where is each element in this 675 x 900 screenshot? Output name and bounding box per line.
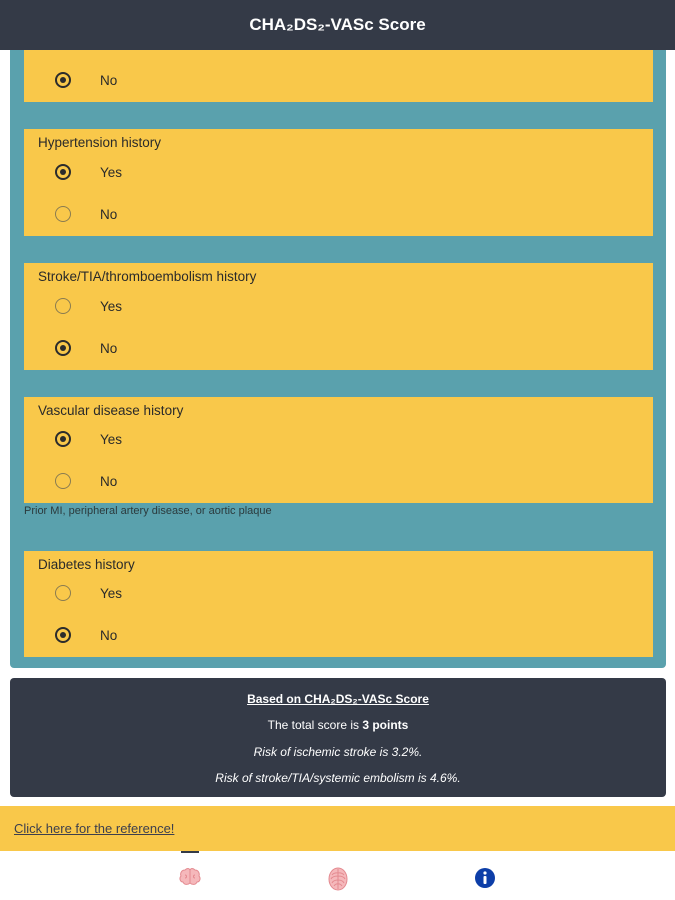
option-no[interactable] — [24, 463, 653, 499]
option-label: No — [100, 473, 118, 489]
reference-bar — [0, 806, 675, 851]
nav-item-brain[interactable] — [308, 851, 368, 900]
radio-button[interactable] — [55, 585, 71, 601]
embolism-risk-text: Risk of stroke/TIA/systemic embolism is 4.6%. — [215, 771, 461, 785]
option-label: No — [100, 340, 118, 356]
total-score-prefix: The total score is — [267, 718, 363, 732]
info-icon — [474, 867, 496, 889]
radio-button[interactable] — [55, 340, 71, 356]
option-yes[interactable] — [24, 288, 653, 324]
partial-question-card — [24, 50, 653, 102]
score-result-panel — [10, 678, 666, 797]
total-score-value: 3 points — [362, 718, 409, 732]
option-label: Yes — [100, 298, 123, 314]
hypertension-card — [24, 129, 653, 236]
nav-item-info[interactable] — [455, 851, 515, 900]
page-title: CHA₂DS₂-VASc Score — [249, 15, 426, 34]
radio-button[interactable] — [55, 298, 71, 314]
option-label: Yes — [100, 431, 123, 447]
option-no[interactable] — [24, 196, 653, 232]
option-label: Yes — [100, 585, 123, 601]
radio-button[interactable] — [55, 473, 71, 489]
question-label: Diabetes history — [38, 557, 135, 572]
option-no[interactable] — [24, 617, 653, 653]
result-heading: Based on CHA₂DS₂-VASc Score — [247, 692, 429, 706]
option-label: No — [100, 72, 118, 88]
question-label: Vascular disease history — [38, 403, 184, 418]
vascular-card — [24, 397, 653, 503]
nav-item-score[interactable] — [160, 851, 220, 900]
option-label: Yes — [100, 164, 123, 180]
stroke-risk-text: Risk of ischemic stroke is 3.2%. — [253, 745, 423, 759]
option-label: No — [100, 627, 118, 643]
total-score-line — [10, 718, 666, 732]
radio-button[interactable] — [55, 72, 71, 88]
option-yes[interactable] — [24, 154, 653, 190]
question-label: Stroke/TIA/thromboembolism history — [38, 269, 257, 284]
option-yes[interactable] — [24, 575, 653, 611]
brain-fingerprint-icon — [327, 867, 349, 891]
question-label: Hypertension history — [38, 135, 162, 150]
radio-button[interactable] — [55, 627, 71, 643]
option-no[interactable] — [24, 330, 653, 366]
bottom-navigation — [0, 851, 675, 900]
option-no[interactable] — [24, 62, 653, 98]
vascular-note: Prior MI, peripheral artery disease, or aortic plaque — [24, 505, 272, 517]
stroke-card — [24, 263, 653, 370]
brain-icon — [179, 867, 201, 887]
radio-button[interactable] — [55, 431, 71, 447]
option-label: No — [100, 206, 118, 222]
active-tab-indicator — [181, 851, 199, 853]
radio-button[interactable] — [55, 164, 71, 180]
app-header — [0, 0, 675, 50]
option-yes[interactable] — [24, 421, 653, 457]
reference-link[interactable]: Click here for the reference! — [14, 821, 175, 836]
radio-button[interactable] — [55, 206, 71, 222]
diabetes-card — [24, 551, 653, 657]
